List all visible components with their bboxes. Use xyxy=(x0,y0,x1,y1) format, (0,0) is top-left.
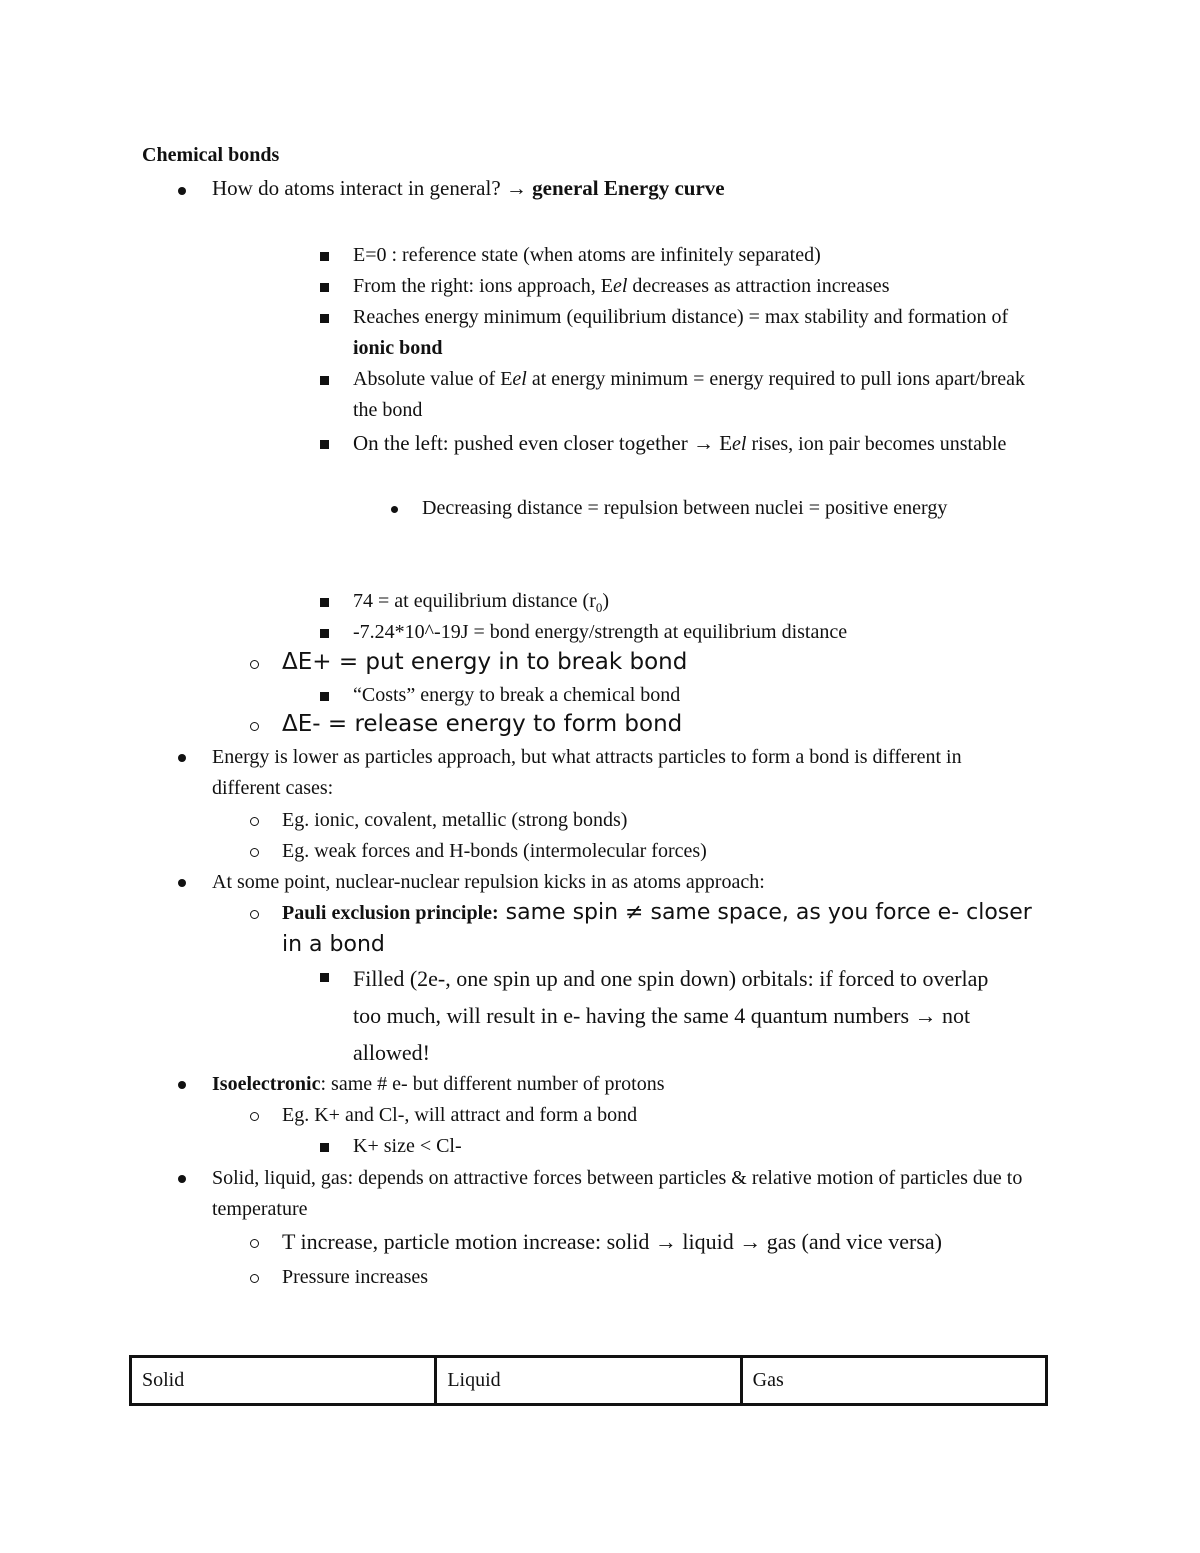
bullet-disc-icon xyxy=(178,1175,186,1183)
bullet-text: At some point, nuclear-nuclear repulsion kicks in as atoms approach: xyxy=(212,871,765,893)
bullet-text: Solid, liquid, gas: depends on attractive forces between particles & relative motion of particles due to temperature xyxy=(212,1167,1023,1220)
bullet-text: T increase, particle motion increase: solid → liquid → gas (and vice versa) xyxy=(282,1229,942,1254)
table-cell-solid: Solid xyxy=(131,1357,436,1405)
bullet-text: : same # e- but different number of protons xyxy=(320,1073,665,1095)
bullet-square-icon xyxy=(320,283,329,292)
bullet-square-icon xyxy=(320,252,329,261)
bullet-disc-icon xyxy=(178,879,186,887)
bullet-text: Absolute value of E xyxy=(353,368,513,390)
table-cell-gas: Gas xyxy=(741,1357,1046,1405)
bullet-text: 74 = at equilibrium distance (r xyxy=(353,590,596,612)
table-cell-liquid: Liquid xyxy=(436,1357,741,1405)
bullet-text: Eg. weak forces and H-bonds (intermolecular forces) xyxy=(282,840,707,862)
bullet-circle-icon xyxy=(250,1274,259,1283)
bullet-text: Energy is lower as particles approach, but what attracts particles to form a bond is different in different cases: xyxy=(212,746,962,799)
bullet-text: How do atoms interact in general? → xyxy=(212,176,527,200)
bullet-text: “Costs” energy to break a chemical bond xyxy=(353,684,681,706)
bullet-text: rises, ion pair becomes unstable xyxy=(746,433,1007,455)
bullet-square-icon xyxy=(320,692,329,701)
bullet-square-icon xyxy=(320,376,329,385)
page-title: Chemical bonds xyxy=(142,144,280,166)
bullet-circle-icon xyxy=(250,1239,259,1248)
bullet-disc-icon xyxy=(178,754,186,762)
bullet-bold-text: Pauli exclusion principle: xyxy=(282,902,499,924)
bullet-text: Decreasing distance = repulsion between nuclei = positive energy xyxy=(422,497,948,519)
bullet-circle-icon xyxy=(250,848,259,857)
bullet-text: Eg. K+ and Cl-, will attract and form a bond xyxy=(282,1104,638,1126)
bullet-circle-icon xyxy=(250,1112,259,1121)
bullet-text: ΔE+ = put energy in to break bond xyxy=(282,649,688,675)
bullet-circle-icon xyxy=(250,910,259,919)
bullet-square-icon xyxy=(320,598,329,607)
bullet-text: decreases as attraction increases xyxy=(627,275,890,297)
bullet-text: Pressure increases xyxy=(282,1266,429,1288)
r0-subscript: 0 xyxy=(595,600,603,615)
bullet-bold-text: ionic bond xyxy=(353,337,443,359)
bullet-square-icon xyxy=(320,973,329,982)
el-subscript-text: el xyxy=(512,368,527,390)
bullet-bold-text: Isoelectronic xyxy=(212,1073,321,1095)
bullet-text: E=0 : reference state (when atoms are infinitely separated) xyxy=(353,244,821,266)
bullet-text: Filled (2e-, one spin up and one spin down) orbitals: if forced to overlap too much, will result in e- having the same 4 quantum numbers → not allowed! xyxy=(353,966,989,1065)
bullet-bold-text: general Energy curve xyxy=(532,176,725,200)
bullet-text: On the left: pushed even closer together → E xyxy=(353,431,733,455)
bullet-text: Reaches energy minimum (equilibrium distance) = max stability and formation of xyxy=(353,306,1009,328)
bullet-square-icon xyxy=(320,440,329,449)
bullet-disc-icon xyxy=(391,506,398,513)
bullet-circle-icon xyxy=(250,817,259,826)
table-row xyxy=(131,1357,1047,1405)
bullet-text: same spin ≠ same space, as you force e- closer in a bond xyxy=(282,900,1032,957)
bullet-circle-icon xyxy=(250,660,259,669)
bullet-text: ΔE- = release energy to form bond xyxy=(282,711,683,737)
bullet-square-icon xyxy=(320,629,329,638)
states-table xyxy=(129,1355,1048,1406)
bullet-text: K+ size < Cl- xyxy=(353,1135,462,1157)
bullet-disc-icon xyxy=(178,1081,186,1089)
bullet-circle-icon xyxy=(250,722,259,731)
bullet-text: -7.24*10^-19J = bond energy/strength at equilibrium distance xyxy=(353,621,848,643)
bullet-disc-icon xyxy=(178,187,186,195)
bullet-square-icon xyxy=(320,1143,329,1152)
bullet-text: Eg. ionic, covalent, metallic (strong bonds) xyxy=(282,809,628,831)
bullet-square-icon xyxy=(320,314,329,323)
bullet-text: at energy minimum = energy required to pull ions apart/break the bond xyxy=(353,368,1026,421)
bullet-text: From the right: ions approach, E xyxy=(353,275,613,297)
el-subscript-text: el xyxy=(732,433,747,455)
el-subscript-text: el xyxy=(612,275,628,297)
bullet-text: ) xyxy=(602,590,610,612)
